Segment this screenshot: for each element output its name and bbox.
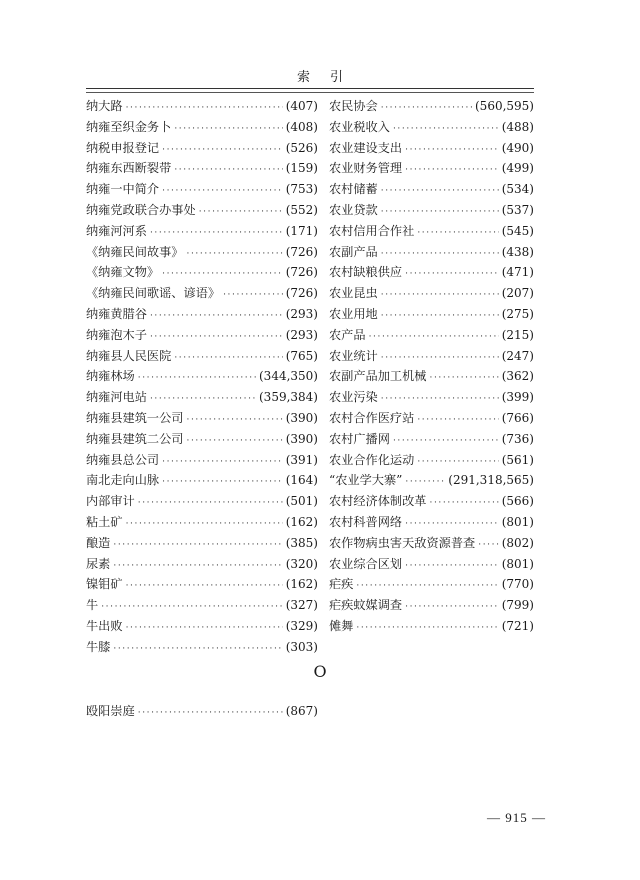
index-term: 纳雍县建筑一公司 [86, 410, 184, 425]
index-entry [329, 470, 534, 491]
index-term: 尿素 [86, 556, 111, 571]
index-term: 牛出败 [86, 618, 123, 633]
index-page-ref: (552) [285, 202, 318, 217]
index-term: 《纳雍民间故事》 [86, 244, 184, 259]
index-term: 纳税申报登记 [86, 140, 160, 155]
index-entry [329, 366, 534, 387]
dot-leader [356, 576, 498, 597]
index-term: 纳雍泡木子 [86, 327, 147, 342]
index-page-ref: (802) [501, 535, 534, 550]
dot-leader [417, 452, 498, 473]
index-page-ref: (770) [501, 577, 534, 592]
index-entry [86, 595, 318, 616]
dot-leader [162, 452, 283, 473]
index-entry [329, 595, 534, 616]
index-page-ref: (162) [285, 514, 318, 529]
index-term: 农村科普网络 [329, 514, 403, 529]
index-page-ref: (526) [285, 140, 318, 155]
index-term: 纳雍县总公司 [86, 452, 160, 467]
index-term: 酿造 [86, 535, 111, 550]
index-entry [329, 158, 534, 179]
index-term: 镍钼矿 [86, 577, 123, 592]
page-header-title: 索引 [296, 70, 363, 85]
index-entry [86, 491, 318, 512]
index-page-ref: (499) [501, 161, 534, 176]
index-page-ref: (303) [285, 639, 318, 654]
index-page-ref: (407) [285, 99, 318, 113]
index-term: 农作物病虫害天敌资源普查 [329, 535, 476, 550]
index-entry [86, 283, 318, 304]
dot-leader [138, 493, 283, 514]
index-column-left [86, 96, 318, 658]
dot-leader [150, 389, 256, 410]
index-page-ref: (215) [501, 327, 534, 342]
index-term: 纳雍河河系 [86, 223, 147, 238]
index-entry [329, 491, 534, 512]
index-entry [329, 450, 534, 471]
index-entry [329, 387, 534, 408]
index-term: 内部审计 [86, 494, 135, 509]
index-term: 粘土矿 [86, 514, 123, 529]
index-page-ref: (753) [285, 182, 318, 197]
index-entry [86, 242, 318, 263]
index-page-ref: (275) [501, 306, 534, 321]
dot-leader [150, 306, 283, 327]
dot-leader [187, 244, 283, 265]
index-page-ref: (766) [501, 410, 534, 425]
index-page-ref: (390) [285, 410, 318, 425]
index-term: 《纳雍文物》 [86, 265, 160, 280]
index-term: 《纳雍民间歌谣、谚语》 [86, 286, 221, 301]
dot-leader [381, 348, 499, 369]
index-term: “农业学大寨” [329, 473, 403, 488]
header-rule-thick [86, 88, 534, 89]
index-term: 纳雍黄腊谷 [86, 306, 147, 321]
index-entry [329, 283, 534, 304]
index-entry [329, 533, 534, 554]
dot-leader [381, 98, 472, 119]
dot-leader [162, 472, 283, 493]
index-entry [86, 366, 318, 387]
index-term: 纳大路 [86, 99, 123, 113]
dot-leader [381, 306, 499, 327]
index-page-ref: (765) [285, 348, 318, 363]
index-page-ref: (726) [285, 286, 318, 301]
index-page-ref: (320) [285, 556, 318, 571]
index-term: 纳雍林场 [86, 369, 135, 384]
dot-leader [405, 597, 499, 618]
index-page-ref: (799) [501, 598, 534, 613]
index-page-ref: (545) [501, 223, 534, 238]
index-page-ref: (362) [501, 369, 534, 384]
index-entry [86, 637, 318, 658]
index-term: 农村缺粮供应 [329, 265, 403, 280]
dot-leader [126, 618, 283, 639]
index-entry [86, 179, 318, 200]
dot-leader [393, 431, 499, 452]
dot-leader [174, 348, 282, 369]
index-entry [86, 96, 318, 117]
index-term: 农业用地 [329, 306, 378, 321]
page-number: — 915 — [487, 810, 546, 825]
index-page-ref: (293) [285, 327, 318, 342]
index-page-ref: (162) [285, 577, 318, 592]
index-page-ref: (385) [285, 535, 318, 550]
index-term: 傩舞 [329, 618, 354, 633]
dot-leader [162, 181, 283, 202]
index-term: 农村信用合作社 [329, 223, 415, 238]
index-page-ref: (438) [501, 244, 534, 259]
dot-leader [417, 223, 498, 244]
index-column-right [329, 96, 534, 637]
dot-leader [356, 618, 498, 639]
index-term: 纳雍河电站 [86, 390, 147, 405]
index-entry [329, 574, 534, 595]
index-entry [86, 574, 318, 595]
dot-leader [101, 597, 283, 618]
dot-leader [223, 285, 283, 306]
index-page-ref: (293) [285, 306, 318, 321]
index-page-ref: (566) [501, 494, 534, 509]
index-page-ref: (801) [501, 514, 534, 529]
dot-leader [405, 514, 499, 535]
index-page-ref: (721) [501, 618, 534, 633]
dot-leader [113, 556, 282, 577]
index-term: 牛 [86, 598, 99, 613]
index-term: 农村广播网 [329, 431, 390, 446]
index-page-ref: (207) [501, 286, 534, 301]
index-entry [86, 616, 318, 637]
dot-leader [126, 576, 283, 597]
index-term: 南北走向山脉 [86, 473, 160, 488]
index-entry [329, 554, 534, 575]
index-term: 农业贷款 [329, 202, 378, 217]
index-page-ref: (561) [501, 452, 534, 467]
index-term: 牛膝 [86, 639, 111, 654]
index-term: 纳雍一中简介 [86, 182, 160, 197]
index-term: 农副产品加工机械 [329, 369, 427, 384]
index-term: 农村储蓄 [329, 182, 378, 197]
index-page-ref: (801) [501, 556, 534, 571]
index-term: 农业综合区划 [329, 556, 403, 571]
index-entry [329, 304, 534, 325]
index-page-ref: (488) [501, 119, 534, 134]
index-page-ref: (359,384) [259, 390, 318, 405]
index-entry [86, 346, 318, 367]
index-page-ref: (490) [501, 140, 534, 155]
index-entry [86, 262, 318, 283]
dot-leader [199, 202, 283, 223]
index-entry [329, 512, 534, 533]
index-page-ref: (291,318,565) [448, 473, 534, 488]
dot-leader [393, 119, 499, 140]
dot-leader [381, 389, 499, 410]
index-term: 殴阳崇庭 [86, 704, 135, 718]
dot-leader [417, 410, 498, 431]
index-entry [329, 117, 534, 138]
index-page-ref: (329) [285, 618, 318, 633]
dot-leader [138, 703, 283, 724]
index-page-ref: (399) [501, 390, 534, 405]
dot-leader [126, 514, 283, 535]
index-page-ref: (390) [285, 431, 318, 446]
index-term: 农业合作化运动 [329, 452, 415, 467]
dot-leader [162, 264, 283, 285]
index-entry [86, 470, 318, 491]
index-column-section-o [86, 701, 318, 722]
index-entry [86, 701, 318, 722]
index-term: 农民协会 [329, 99, 378, 113]
dot-leader [430, 493, 499, 514]
index-term: 疟疾 [329, 577, 354, 592]
index-entry [86, 221, 318, 242]
index-term: 纳雍至织金务卜 [86, 119, 172, 134]
dot-leader [430, 368, 499, 389]
index-entry [329, 200, 534, 221]
index-page-ref: (164) [285, 473, 318, 488]
index-entry [86, 512, 318, 533]
index-term: 农业统计 [329, 348, 378, 363]
index-term: 农业税收入 [329, 119, 390, 134]
index-entry [86, 533, 318, 554]
index-page-ref: (867) [285, 704, 318, 718]
dot-leader [405, 556, 499, 577]
index-entry [86, 450, 318, 471]
index-term: 纳雍东西断裂带 [86, 161, 172, 176]
index-entry [86, 304, 318, 325]
index-entry [329, 138, 534, 159]
dot-leader [478, 535, 498, 556]
index-page-ref: (327) [285, 598, 318, 613]
dot-leader [138, 368, 256, 389]
index-page-ref: (408) [285, 119, 318, 134]
index-term: 农村合作医疗站 [329, 410, 415, 425]
dot-leader [113, 639, 282, 660]
dot-leader [187, 431, 283, 452]
index-page-ref: (391) [285, 452, 318, 467]
index-term: 纳雍县建筑二公司 [86, 431, 184, 446]
index-term: 农村经济体制改革 [329, 494, 427, 509]
index-term: 农业建设支出 [329, 140, 403, 155]
header-rule-thin [86, 92, 534, 93]
index-entry [86, 408, 318, 429]
index-page-ref: (534) [501, 182, 534, 197]
dot-leader [381, 244, 499, 265]
index-entry [329, 179, 534, 200]
dot-leader [174, 119, 282, 140]
index-entry [86, 554, 318, 575]
index-entry [329, 325, 534, 346]
dot-leader [162, 140, 283, 161]
index-page-ref: (471) [501, 265, 534, 280]
index-term: 疟疾蚊媒调查 [329, 598, 403, 613]
index-term: 农业昆虫 [329, 286, 378, 301]
index-page-ref: (171) [285, 223, 318, 238]
index-page-ref: (159) [285, 161, 318, 176]
index-term: 农业污染 [329, 390, 378, 405]
dot-leader [369, 327, 499, 348]
index-entry [329, 616, 534, 637]
dot-leader [381, 181, 499, 202]
index-entry [329, 408, 534, 429]
dot-leader [113, 535, 282, 556]
dot-leader [150, 223, 283, 244]
index-entry [329, 221, 534, 242]
index-entry [329, 96, 534, 117]
index-term: 农副产品 [329, 244, 378, 259]
index-entry [329, 242, 534, 263]
index-entry [329, 262, 534, 283]
index-term: 农产品 [329, 327, 366, 342]
index-entry [86, 138, 318, 159]
dot-leader [405, 160, 499, 181]
index-page-ref: (560,595) [475, 99, 534, 113]
dot-leader [126, 98, 283, 119]
index-term: 纳雍党政联合办事处 [86, 202, 196, 217]
index-page-ref: (537) [501, 202, 534, 217]
index-entry [86, 429, 318, 450]
dot-leader [381, 202, 499, 223]
dot-leader [405, 264, 499, 285]
index-entry [329, 429, 534, 450]
index-entry [86, 158, 318, 179]
index-page-ref: (501) [285, 494, 318, 509]
dot-leader [174, 160, 282, 181]
index-page-ref: (736) [501, 431, 534, 446]
dot-leader [405, 140, 499, 161]
index-entry [86, 325, 318, 346]
index-term: 纳雍县人民医院 [86, 348, 172, 363]
index-page-ref: (726) [285, 244, 318, 259]
index-page-ref: (726) [285, 265, 318, 280]
dot-leader [381, 285, 499, 306]
index-term: 农业财务管理 [329, 161, 403, 176]
index-entry [86, 200, 318, 221]
dot-leader [187, 410, 283, 431]
index-entry [86, 387, 318, 408]
section-letter-heading: O [313, 662, 327, 681]
dot-leader [150, 327, 283, 348]
dot-leader [405, 472, 445, 493]
index-entry [329, 346, 534, 367]
index-page-ref: (247) [501, 348, 534, 363]
index-entry [86, 117, 318, 138]
index-page-ref: (344,350) [259, 369, 318, 384]
